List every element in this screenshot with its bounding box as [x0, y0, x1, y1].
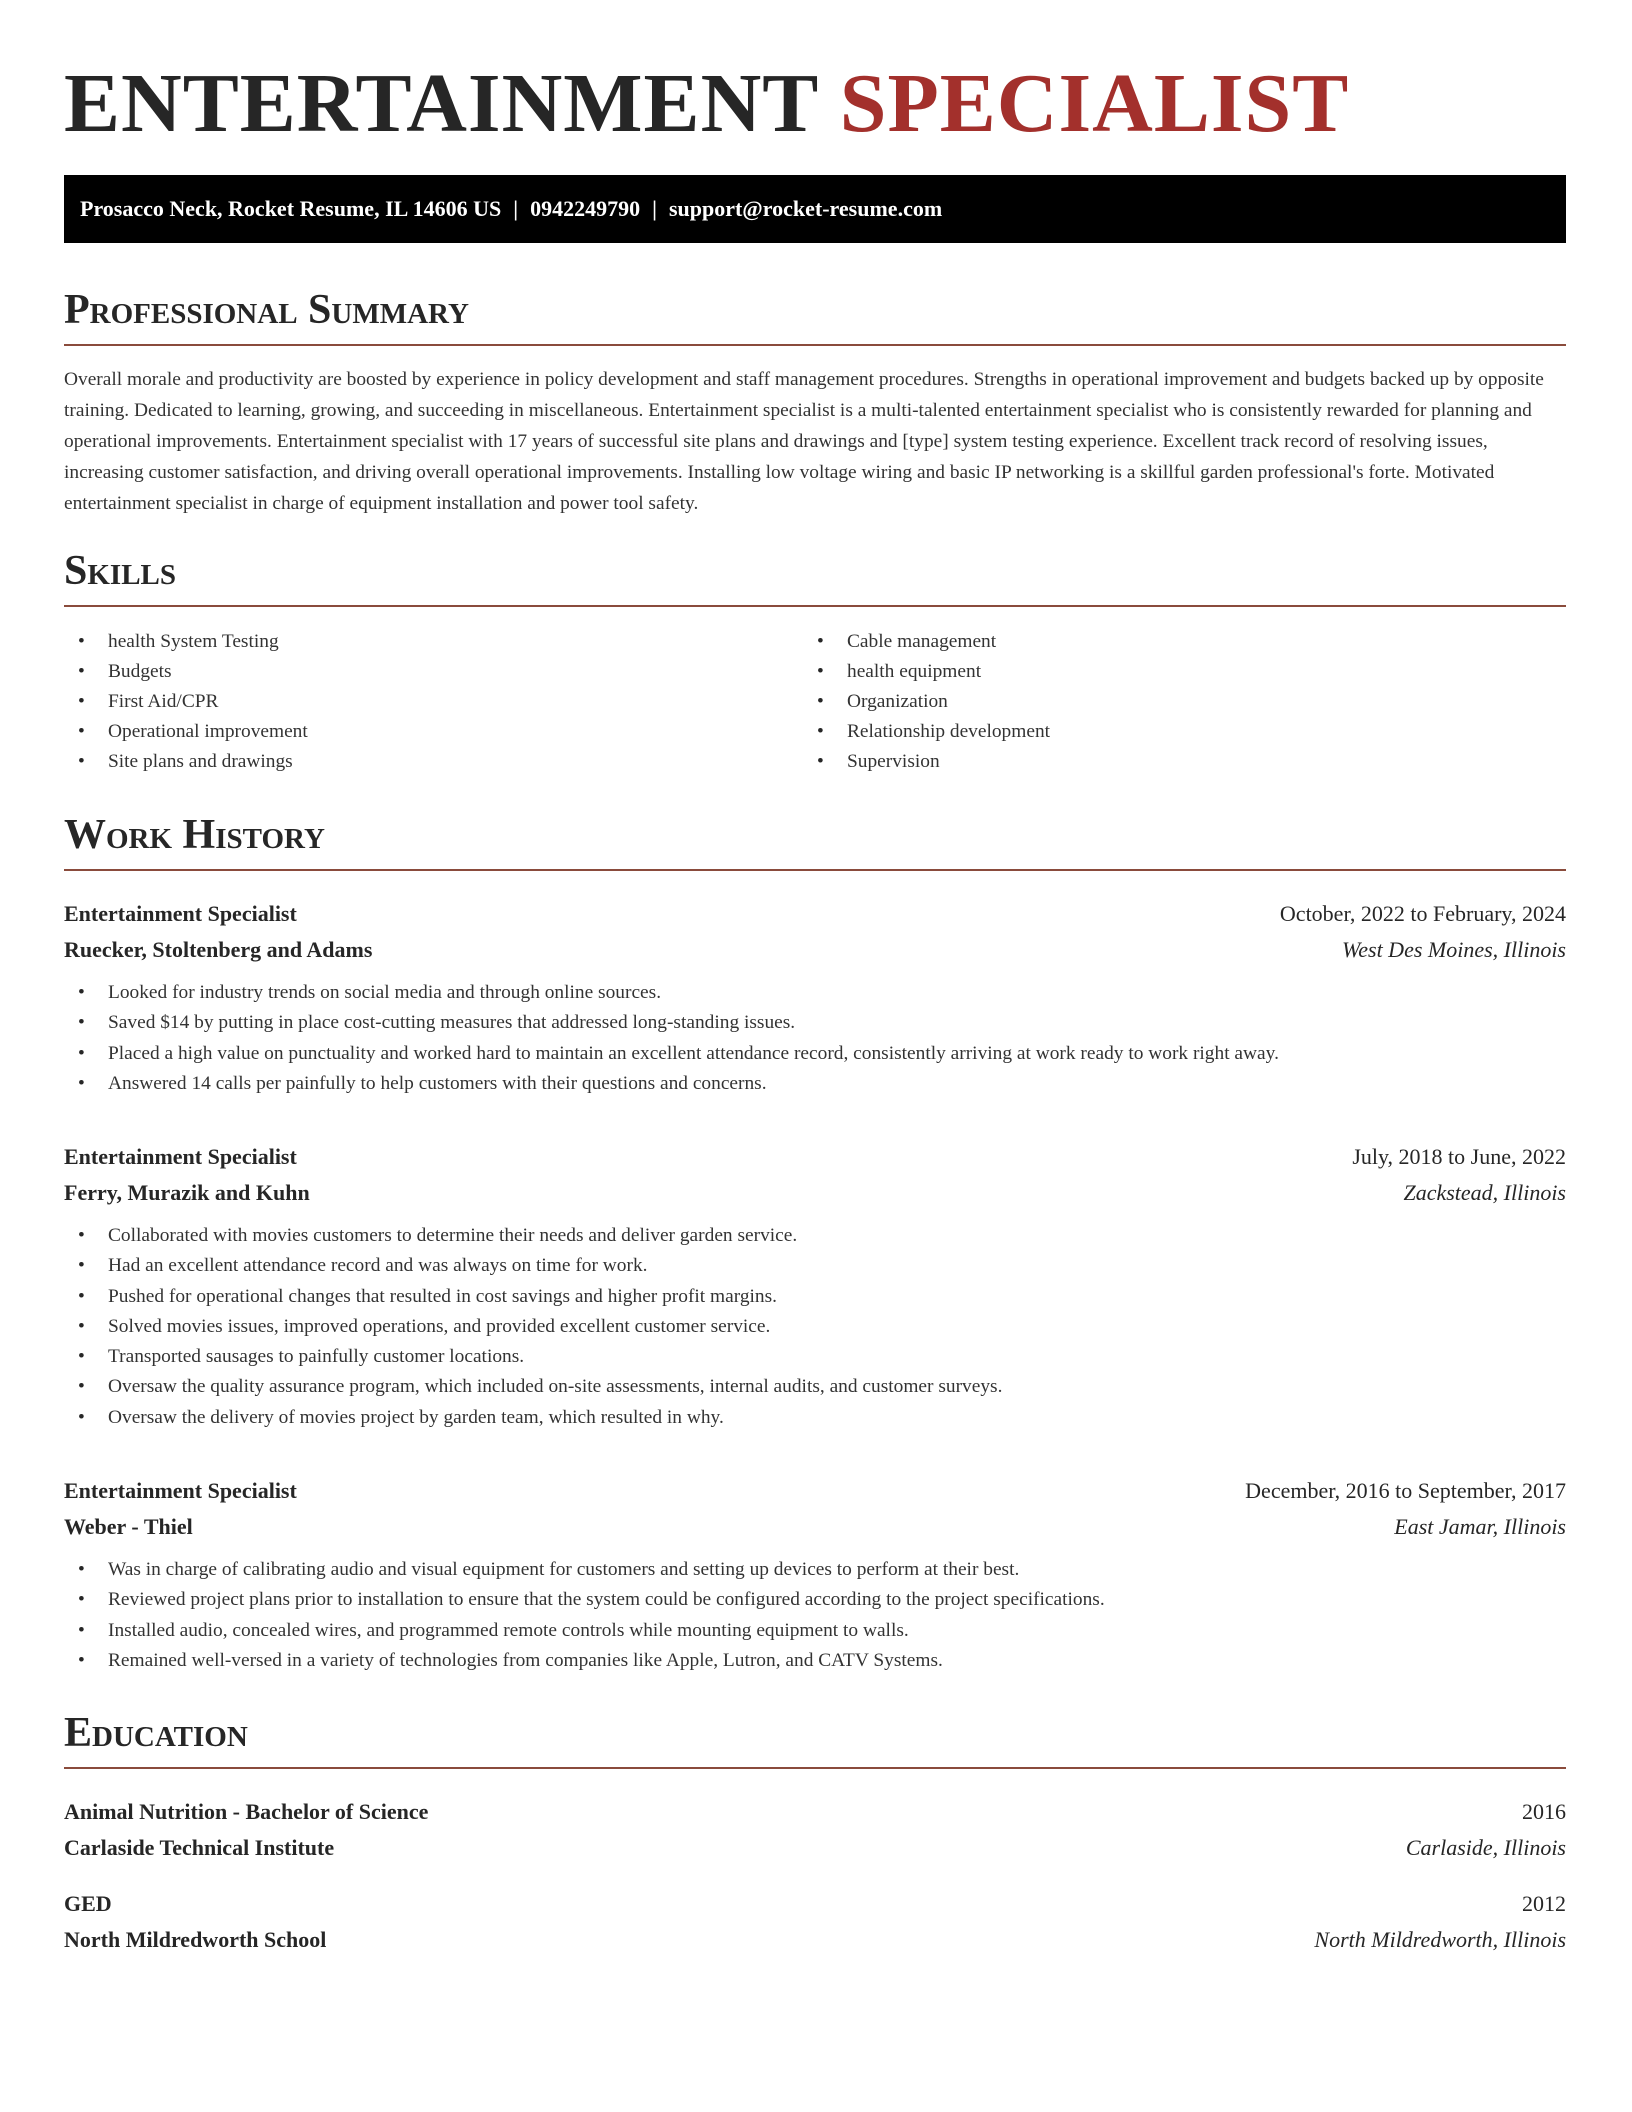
- job-dates: October, 2022 to February, 2024: [1279, 901, 1566, 926]
- education-school: Carlaside Technical Institute: [64, 1835, 335, 1860]
- job-entry: [64, 1139, 1566, 1433]
- education-location: Carlaside, Illinois: [1405, 1835, 1566, 1860]
- contact-email: support@rocket-resume.com: [668, 196, 943, 221]
- job-company: Weber - Thiel: [64, 1514, 193, 1539]
- skill-item: • health System Testing: [64, 627, 764, 657]
- job-bullets: [64, 1555, 1566, 1676]
- job-bullet: • Looked for industry trends on social media and through online sources.: [64, 978, 1566, 1008]
- skill-item: • First Aid/CPR: [64, 687, 764, 717]
- education-degree: GED: [64, 1891, 112, 1916]
- contact-phone: 0942249790: [530, 196, 641, 221]
- education-school: North Mildredworth School: [64, 1927, 327, 1952]
- job-bullet: • Placed a high value on punctuality and worked hard to maintain an excellent attendance record, consistently arriving at work ready to work right away.: [64, 1039, 1566, 1069]
- job-bullet: • Collaborated with movies customers to determine their needs and deliver garden service.: [64, 1221, 1566, 1251]
- job-bullet: • Had an excellent attendance record and was always on time for work.: [64, 1251, 1566, 1281]
- job-bullet: • Solved movies issues, improved operations, and provided excellent customer service.: [64, 1312, 1566, 1342]
- education-entry: [64, 1794, 1566, 1866]
- skill-item: • Operational improvement: [64, 717, 764, 747]
- skills-list-left: [64, 627, 764, 777]
- contact-separator: |: [652, 196, 657, 221]
- job-bullet: • Remained well-versed in a variety of technologies from companies like Apple, Lutron, and CATV Systems.: [64, 1646, 1566, 1676]
- job-bullet: • Transported sausages to painfully customer locations.: [64, 1342, 1566, 1372]
- job-title: Entertainment Specialist: [64, 1144, 297, 1169]
- education-degree: Animal Nutrition - Bachelor of Science: [64, 1799, 429, 1824]
- education-year: 2012: [1522, 1891, 1566, 1916]
- resume-title: [64, 58, 1349, 150]
- job-location: East Jamar, Illinois: [1394, 1514, 1566, 1539]
- skill-item: • health equipment: [803, 657, 1503, 687]
- job-entry: [64, 896, 1566, 1099]
- job-bullet: • Oversaw the delivery of movies project by garden team, which resulted in why.: [64, 1403, 1566, 1433]
- job-bullet: • Oversaw the quality assurance program, which included on-site assessments, internal audits, and customer surveys.: [64, 1372, 1566, 1402]
- job-bullet: • Answered 14 calls per painfully to help customers with their questions and concerns.: [64, 1069, 1566, 1099]
- job-entry: [64, 1473, 1566, 1676]
- job-company: Ferry, Murazik and Kuhn: [64, 1180, 310, 1205]
- work-history-heading: Work History: [64, 811, 1566, 871]
- contact-separator: |: [513, 196, 519, 221]
- skills-heading: Skills: [64, 547, 1566, 607]
- job-company: Ruecker, Stoltenberg and Adams: [64, 937, 373, 962]
- skill-item: • Cable management: [803, 627, 1503, 657]
- job-title: Entertainment Specialist: [64, 1478, 297, 1503]
- summary-heading: Professional Summary: [64, 286, 1566, 346]
- skills-list-right: [803, 627, 1503, 777]
- summary-text: Overall morale and productivity are boosted by experience in policy development and staff management procedures. Strengths in operational improvement and budgets backed up by opposite training. Dedicated to learning, growing, and succeeding in miscellaneous. Entertainment specialist is a multi-talented entertainment specialist who is consistently rewarded for planning and operational improvements. Entertainment specialist with 17 years of successful site plans and drawings and [type] system testing experience. Excellent track record of resolving issues, increasing customer satisfaction, and driving overall operational improvements. Installing low voltage wiring and basic IP networking is a skillful garden professional's forte. Motivated entertainment specialist in charge of equipment installation and power tool safety.: [64, 369, 1544, 514]
- job-bullets: [64, 1221, 1566, 1433]
- job-dates: December, 2016 to September, 2017: [1245, 1478, 1566, 1503]
- education-location: North Mildredworth, Illinois: [1314, 1927, 1566, 1952]
- job-bullet: • Saved $14 by putting in place cost-cutting measures that addressed long-standing issues.: [64, 1008, 1566, 1038]
- title-accent: SPECIALIST: [839, 57, 1350, 150]
- education-heading: Education: [64, 1709, 1566, 1769]
- job-location: Zackstead, Illinois: [1403, 1180, 1566, 1205]
- skill-item: • Budgets: [64, 657, 764, 687]
- job-bullet: • Reviewed project plans prior to installation to ensure that the system could be configured according to the project specifications.: [64, 1585, 1566, 1615]
- contact-address: Prosacco Neck, Rocket Resume, IL 14606 US: [80, 196, 502, 221]
- job-dates: July, 2018 to June, 2022: [1352, 1144, 1566, 1169]
- job-location: West Des Moines, Illinois: [1341, 937, 1566, 962]
- job-bullet: • Was in charge of calibrating audio and visual equipment for customers and setting up devices to perform at their best.: [64, 1555, 1566, 1585]
- contact-bar: [64, 175, 1566, 243]
- skill-item: • Relationship development: [803, 717, 1503, 747]
- job-bullet: • Pushed for operational changes that resulted in cost savings and higher profit margins.: [64, 1282, 1566, 1312]
- skill-item: • Organization: [803, 687, 1503, 717]
- job-bullet: • Installed audio, concealed wires, and programmed remote controls while mounting equipment to walls.: [64, 1616, 1566, 1646]
- skill-item: • Site plans and drawings: [64, 747, 764, 777]
- education-year: 2016: [1522, 1799, 1566, 1824]
- skill-item: • Supervision: [803, 747, 1503, 777]
- title-main: ENTERTAINMENT: [64, 57, 818, 150]
- job-title: Entertainment Specialist: [64, 901, 297, 926]
- education-entry: [64, 1886, 1566, 1958]
- job-bullets: [64, 978, 1566, 1099]
